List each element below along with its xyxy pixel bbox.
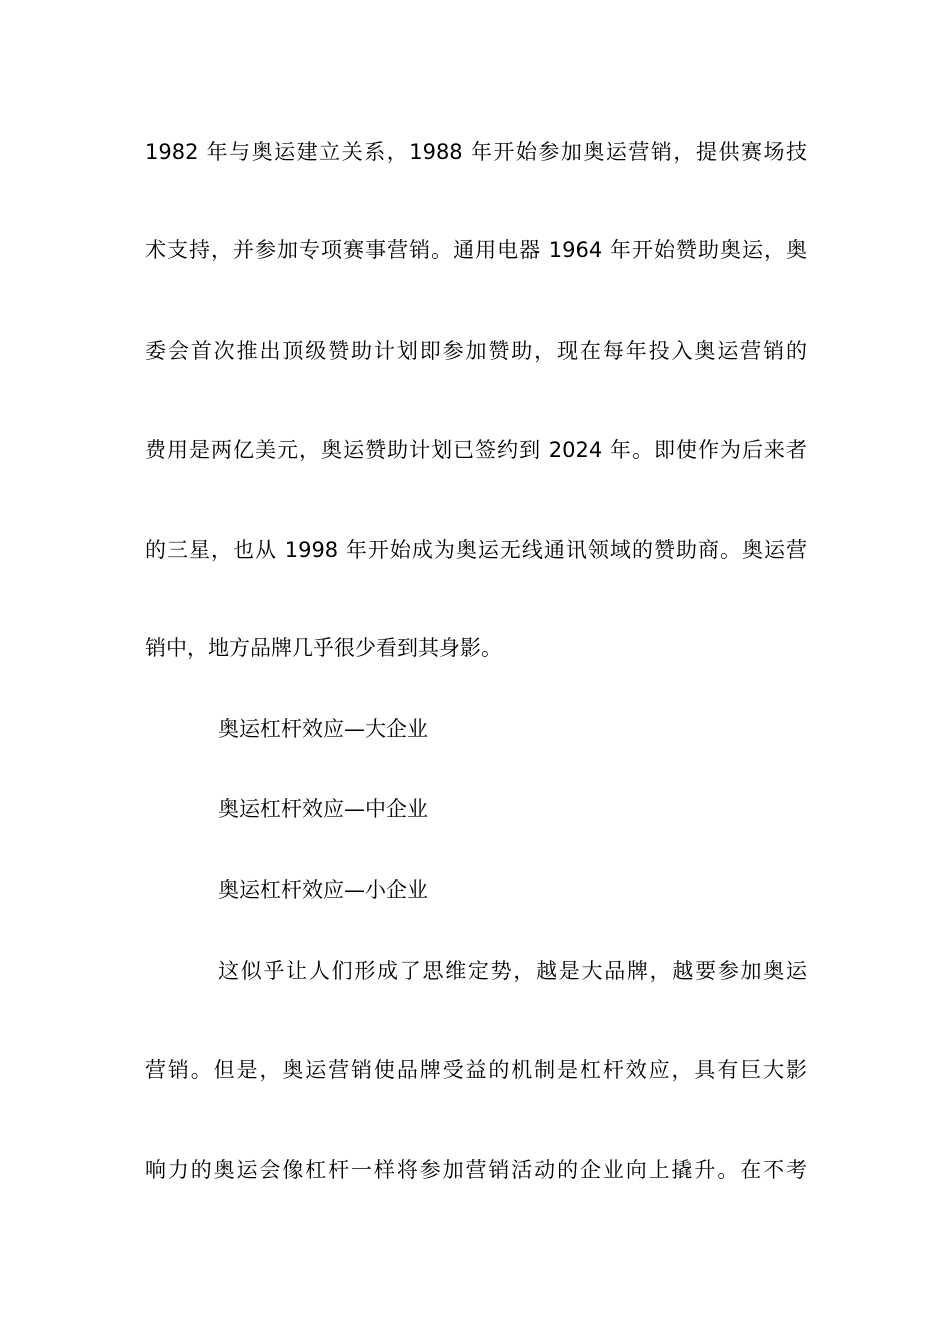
paragraph-line: 1982 年与奥运建立关系，1988 年开始参加奥运营销，提供赛场技	[145, 140, 807, 164]
heading-small-enterprise: 奥运杠杆效应—小企业	[218, 878, 428, 902]
heading-large-enterprise: 奥运杠杆效应—大企业	[218, 717, 428, 741]
paragraph-line: 术支持，并参加专项赛事营销。通用电器 1964 年开始赞助奥运，奥	[145, 238, 807, 262]
paragraph-line: 的三星，也从 1998 年开始成为奥运无线通讯领域的赞助商。奥运营	[145, 538, 807, 562]
paragraph-line: 营销。但是，奥运营销使品牌受益的机制是杠杆效应，具有巨大影	[145, 1058, 807, 1082]
paragraph-line: 响力的奥运会像杠杆一样将参加营销活动的企业向上撬升。在不考	[145, 1158, 807, 1182]
paragraph-line: 销中，地方品牌几乎很少看到其身影。	[145, 636, 502, 660]
paragraph-line: 费用是两亿美元，奥运赞助计划已签约到 2024 年。即使作为后来者	[145, 438, 807, 462]
paragraph-line: 委会首次推出顶级赞助计划即参加赞助，现在每年投入奥运营销的	[145, 339, 807, 363]
heading-medium-enterprise: 奥运杠杆效应—中企业	[218, 797, 428, 821]
paragraph-line: 这似乎让人们形成了思维定势，越是大品牌，越要参加奥运	[218, 959, 807, 983]
